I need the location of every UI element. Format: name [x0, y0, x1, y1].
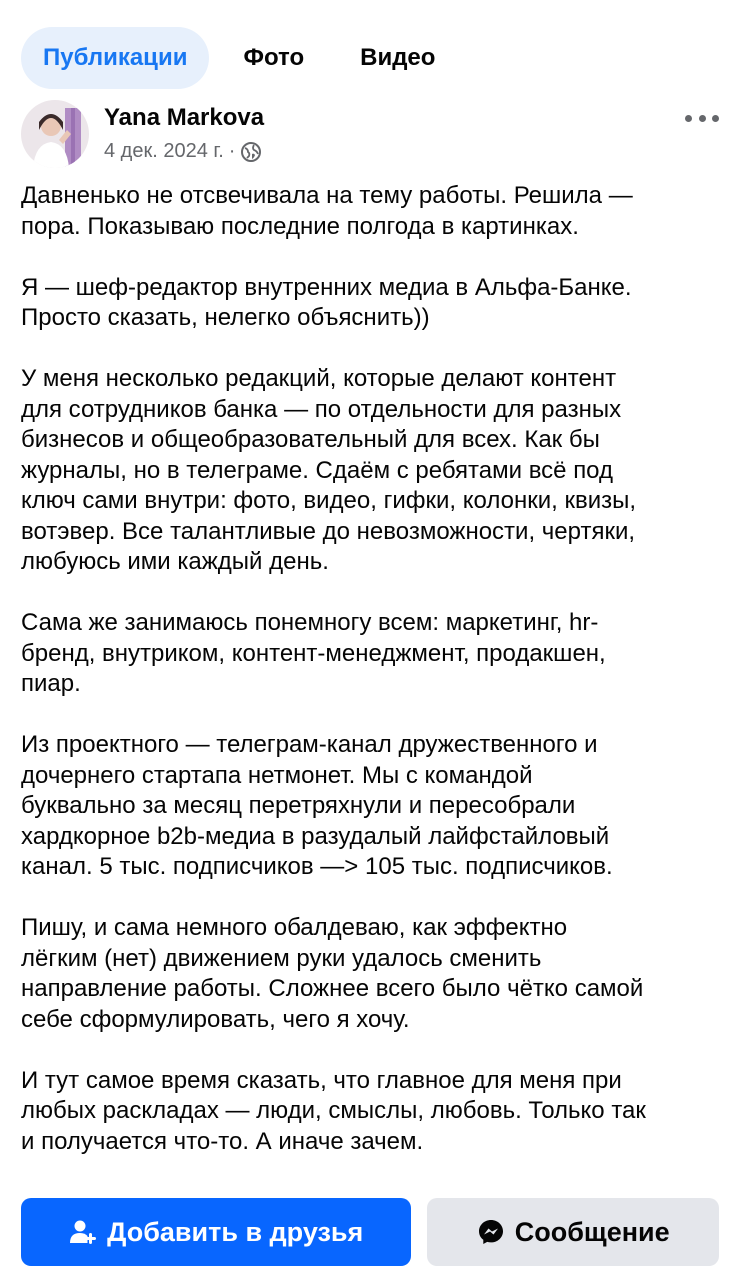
post-text-line: Давненько не отсвечивала на тему работы. Решила — — [21, 182, 633, 209]
post-paragraph — [21, 364, 719, 578]
post-header — [21, 100, 719, 168]
post-text-line: хардкорное b2b-медиа в разудалый лайфстайловый — [21, 822, 610, 850]
author-block — [104, 100, 264, 168]
post-paragraph — [21, 181, 719, 242]
post-paragraph — [21, 608, 719, 700]
profile-actions — [21, 1198, 719, 1266]
post-paragraph — [21, 730, 719, 883]
post-text-line: И тут самое время сказать, что главное для меня при — [21, 1066, 622, 1094]
add-friend-label: Добавить в друзья — [107, 1216, 364, 1247]
post-paragraph — [21, 273, 719, 334]
add-friend-icon — [69, 1218, 97, 1246]
meta-separator: · — [228, 140, 236, 162]
post-text-line: Я — шеф-редактор внутренних медиа в Альфа-Банке. — [21, 273, 632, 301]
post-text-line: журналы, но в телеграме. Сдаём с ребятами всё под — [21, 456, 614, 484]
post-text-line: канал. 5 тыс. подписчиков —> 105 тыс. подписчиков. — [21, 853, 613, 880]
post-text-line: для сотрудников банка — по отдельности для разных — [21, 395, 622, 423]
messenger-icon — [477, 1218, 505, 1246]
post-text-line: вотэвер. Все талантливые до невозможности, чертяки, — [21, 517, 636, 545]
post-text-line: буквально за месяц перетряхнули и пересобрали — [21, 792, 576, 819]
post-text-line: Сама же занимаюсь понемногу всем: маркетинг, hr- — [21, 609, 599, 636]
tab-photos[interactable]: Фото — [243, 44, 305, 71]
post-text-line: любуюсь ими каждый день. — [21, 548, 329, 575]
profile-tabs — [21, 27, 469, 89]
more-options-icon[interactable] — [685, 108, 719, 128]
post-text-line: дочернего стартапа нетмонет. Мы с командой — [21, 761, 533, 789]
post-text-line: пора. Показываю последние полгода в картинках. — [21, 212, 579, 240]
post-text-line: направление работы. Сложнее всего было чётко самой — [21, 975, 644, 1002]
post-text-line: У меня несколько редакций, которые делают контент — [21, 365, 617, 392]
tab-videos[interactable]: Видео — [360, 44, 436, 71]
post-text-line: бренд, внутриком, контент-менеджмент, продакшен, — [21, 639, 606, 667]
post-text-line: себе сформулировать, чего я хочу. — [21, 1005, 410, 1033]
post-paragraph — [21, 913, 719, 1035]
message-button[interactable] — [427, 1198, 719, 1266]
post-text-line: пиар. — [21, 670, 81, 697]
post-paragraph — [21, 1066, 719, 1158]
post-meta — [104, 140, 264, 163]
post-text-line: бизнесов и общеобразовательный для всех. Как бы — [21, 426, 600, 453]
post-text-line: лёгким (нет) движением руки удалось сменить — [21, 944, 542, 972]
post-text-line: любых раскладах — люди, смыслы, любовь. Только так — [21, 1097, 646, 1124]
post-date[interactable]: 4 дек. 2024 г. — [104, 140, 224, 162]
author-name[interactable]: Yana Markova — [104, 104, 265, 131]
post-text-line: Пишу, и сама немного обалдеваю, как эффектно — [21, 914, 568, 941]
message-label: Сообщение — [514, 1216, 670, 1247]
post-text-line: Из проектного — телеграм-канал дружественного и — [21, 731, 598, 758]
avatar[interactable] — [21, 100, 89, 168]
tab-publications[interactable]: Публикации — [21, 27, 209, 89]
post-text-line: и получается что-то. А иначе зачем. — [21, 1127, 424, 1155]
post-text-line: ключ сами внутри: фото, видео, гифки, колонки, квизы, — [21, 487, 637, 514]
add-friend-button[interactable] — [21, 1198, 411, 1266]
globe-icon[interactable] — [240, 141, 262, 163]
post-text-line: Просто сказать, нелегко объяснить)) — [21, 304, 430, 331]
post-text — [21, 181, 719, 1171]
